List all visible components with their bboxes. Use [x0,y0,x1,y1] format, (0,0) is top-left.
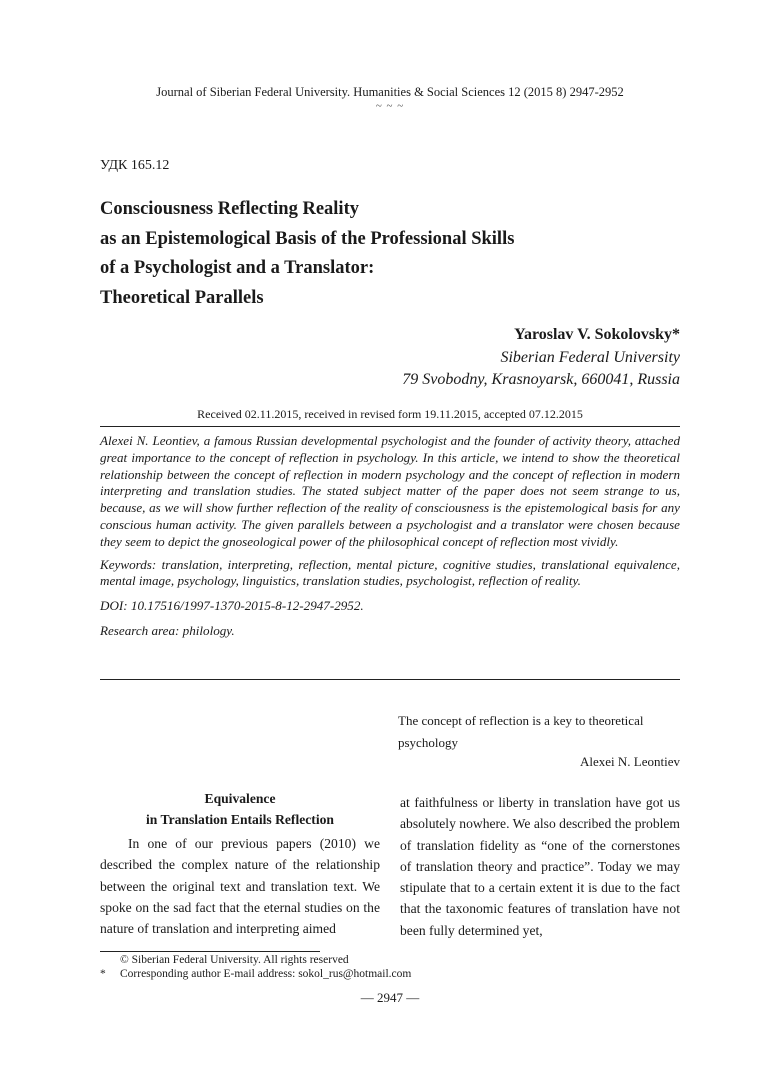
copyright-footnote [100,953,349,968]
abstract-top-rule [100,426,680,427]
footnote-rule [100,951,320,952]
title-line: Theoretical Parallels [100,287,264,308]
abstract-block [100,433,680,640]
keywords: Keywords: translation, interpreting, reflection, mental picture, cognitive studies, translational equivalence, mental image, psychology, linguistics, translation studies, psychologist, reflection of reality. [100,556,680,589]
abstract-text: Alexei N. Leontiev, a famous Russian developmental psychologist and the founder of activity theory, attached great importance to the concept of reflection in psychology. In this article, we intend to show the theoretical relationship between the concept of reflection in modern psychology and the concept of reflection in modern interpreting and translation studies. The stated subject matter of the paper does not seem strange to us, because, as we will show further reflection of the reality of consciousness is the epistemological basis for any conscious human activity. The given parallels between a psychologist and a translator were chosen because they seem to depict the gnoseological power of the philosophical concept of reflection most vividly. [100,433,680,549]
author-name: Yaroslav V. Sokolovsky* [514,326,680,343]
title-line: as an Epistemological Basis of the Professional Skills [100,228,515,249]
udk-code: УДК 165.12 [100,158,170,173]
epigraph-author: Alexei N. Leontiev [580,754,680,769]
received-dates: Received 02.11.2015, received in revised form 19.11.2015, accepted 07.12.2015 [197,407,583,421]
research-area: Research area: philology. [100,622,235,638]
journal-header: Journal of Siberian Federal University. Humanities & Social Sciences 12 (2015 8) 2947-2952 [156,85,624,99]
article-title [100,195,700,313]
body-paragraph: In one of our previous papers (2010) we described the complex nature of the relationship between the original text and translation text. We spoke on the sad fact that the eternal studies on the nature of translation and interpreting aimed [100,836,380,937]
page-number: — 2947 — [360,990,420,1005]
title-line: of a Psychologist and a Translator: [100,258,375,278]
author-block [402,324,680,392]
author-address: 79 Svobodny, Krasnoyarsk, 660041, Russia [402,371,680,388]
copyright-text: © Siberian Federal University. All rights reserved [120,954,349,966]
author-affiliation: Siberian Federal University [500,348,680,366]
corresponding-footnote [100,967,411,982]
section-heading-line: in Translation Entails Reflection [146,812,334,827]
title-line: Consciousness Reflecting Reality [100,199,359,219]
header-ornament: ~ ~ ~ [375,100,405,112]
right-column [400,792,680,941]
doi: DOI: 10.17516/1997-1370-2015-8-12-2947-2952. [100,598,364,614]
corresponding-text: Corresponding author E-mail address: sokol_rus@hotmail.com [120,968,412,980]
footnote-marker: * [100,968,106,980]
epigraph-quote: The concept of reflection is a key to theoretical psychology [398,713,644,750]
body-paragraph: at faithfulness or liberty in translation have got us absolutely nowhere. We also described the problem of translation fidelity as “one of the cornerstones of translation theory and practice”. Today we may stipulate that to a certain extent it is due to the fact that the taxonomic features of translation have not been fully determined yet, [400,795,680,938]
abstract-bottom-rule [100,679,680,680]
section-heading [100,788,380,830]
left-column [100,788,380,939]
section-heading-line: Equivalence [204,791,276,806]
